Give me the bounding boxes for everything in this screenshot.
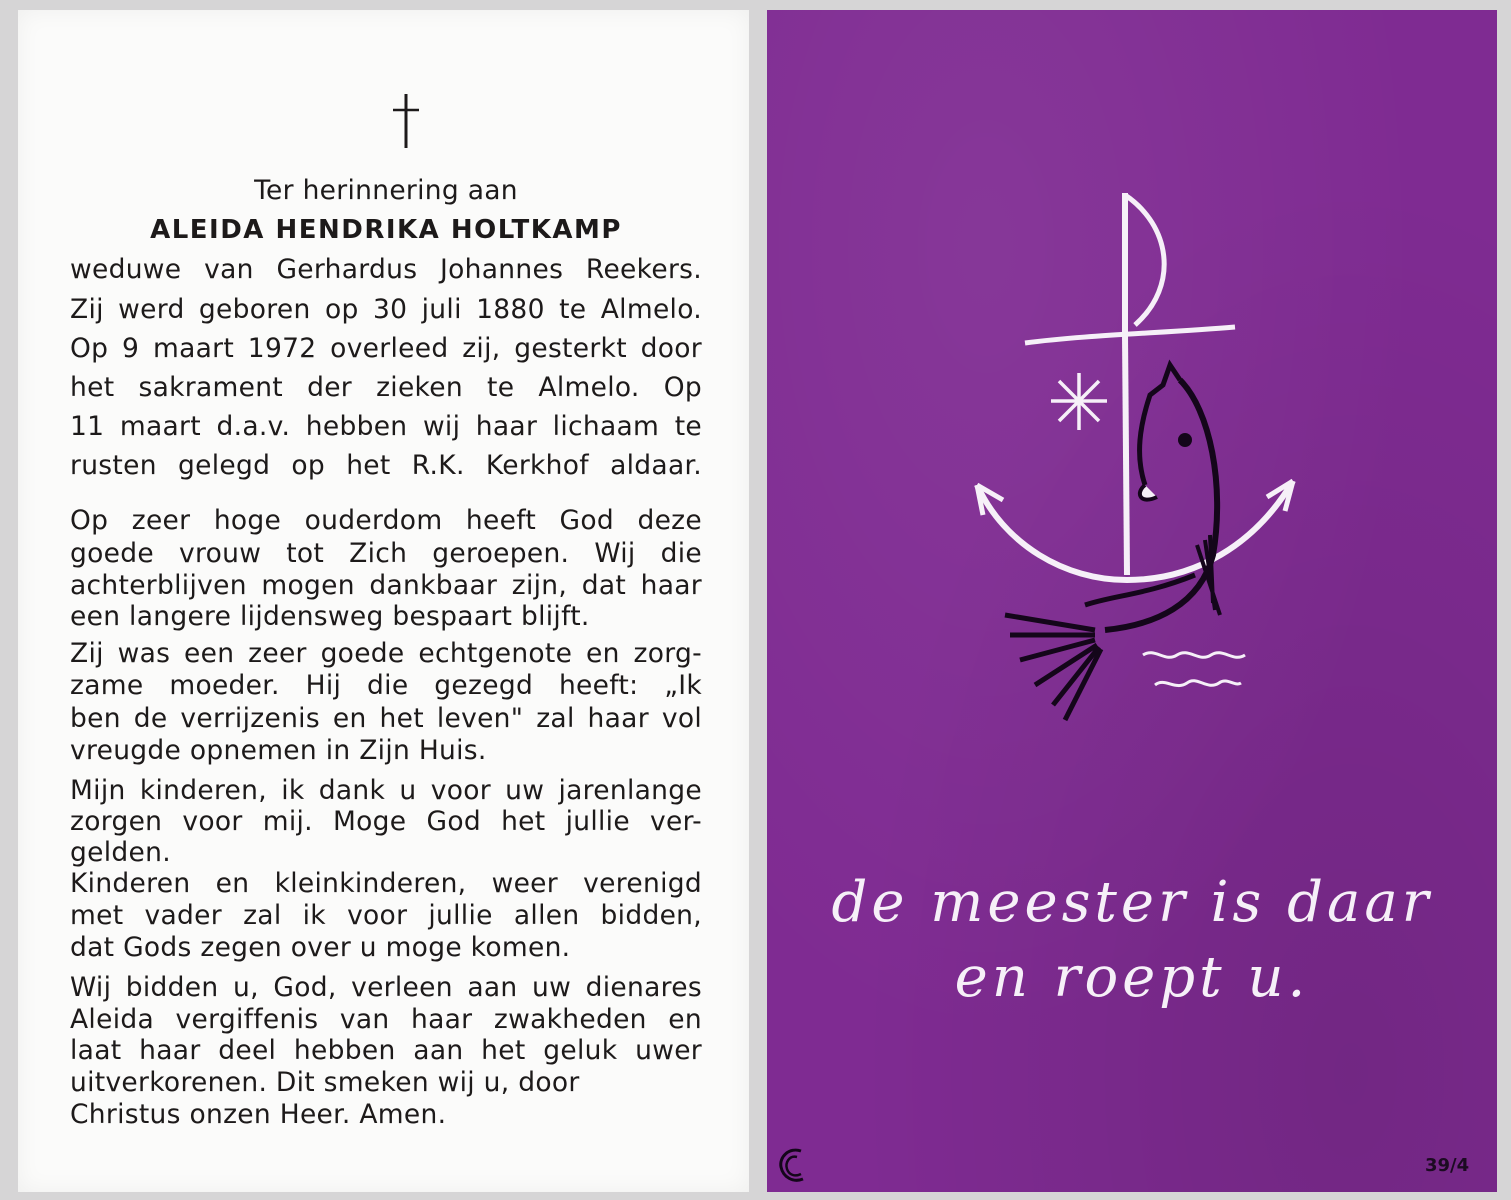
publisher-c-logo-icon [775, 1145, 809, 1185]
text-line: Kinderen en kleinkinderen, weer verenigd [70, 868, 702, 899]
text-line: Op zeer hoge ouderdom heeft God deze [70, 505, 702, 536]
text-line: gelden. [70, 837, 171, 868]
text-line: Zij werd geboren op 30 juli 1880 te Almelo. [70, 294, 702, 325]
text-line: 11 maart d.a.v. hebben wij haar lichaam te [70, 411, 702, 442]
text-line: een langere lijdensweg bespaart blijft. [70, 601, 590, 632]
intro-text: Ter herinnering aan [254, 175, 518, 206]
motto-line-2: en roept u. [954, 945, 1310, 1010]
text-line: Mijn kinderen, ik dank u voor uw jarenlange [70, 775, 702, 806]
memorial-image-card [767, 10, 1497, 1192]
text-line: goede vrouw tot Zich geroepen. Wij die [70, 538, 702, 569]
memorial-text-card [18, 10, 749, 1192]
text-line: zorgen voor mij. Moge God het jullie ver- [70, 806, 702, 837]
text-line: Wij bidden u, God, verleen aan uw dienares [70, 972, 702, 1003]
text-line: Op 9 maart 1972 overleed zij, gesterkt door [70, 333, 702, 364]
text-line: Zij was een zeer goede echtgenote en zorg- [70, 638, 702, 669]
cross-icon [391, 94, 421, 148]
text-line: achterblijven mogen dankbaar zijn, dat haar [70, 570, 702, 601]
text-line: Aleida vergiffenis van haar zwakheden en [70, 1004, 702, 1035]
text-line: het sakrament der zieken te Almelo. Op [70, 372, 702, 403]
text-line: laat haar deel hebben aan het geluk uwer [70, 1035, 702, 1066]
anchor-fish-star-icon [965, 185, 1305, 745]
motto-line-1: de meester is daar [831, 870, 1433, 935]
text-line: uitverkorenen. Dit smeken wij u, door [70, 1067, 580, 1098]
text-line: Christus onzen Heer. Amen. [70, 1099, 447, 1130]
text-line: dat Gods zegen over u moge komen. [70, 932, 571, 963]
text-line: ben de verrijzenis en het leven" zal haar vol [70, 703, 702, 734]
card-number: 39/4 [1425, 1155, 1470, 1176]
text-line: weduwe van Gerhardus Johannes Reekers. [70, 254, 702, 285]
text-line: zame moeder. Hij die gezegd heeft: „Ik [70, 670, 702, 701]
text-line: vreugde opnemen in Zijn Huis. [70, 735, 487, 766]
text-line: met vader zal ik voor jullie allen bidden, [70, 900, 702, 931]
text-line: rusten gelegd op het R.K. Kerkhof aldaar. [70, 450, 702, 481]
deceased-name: ALEIDA HENDRIKA HOLTKAMP [150, 215, 622, 245]
